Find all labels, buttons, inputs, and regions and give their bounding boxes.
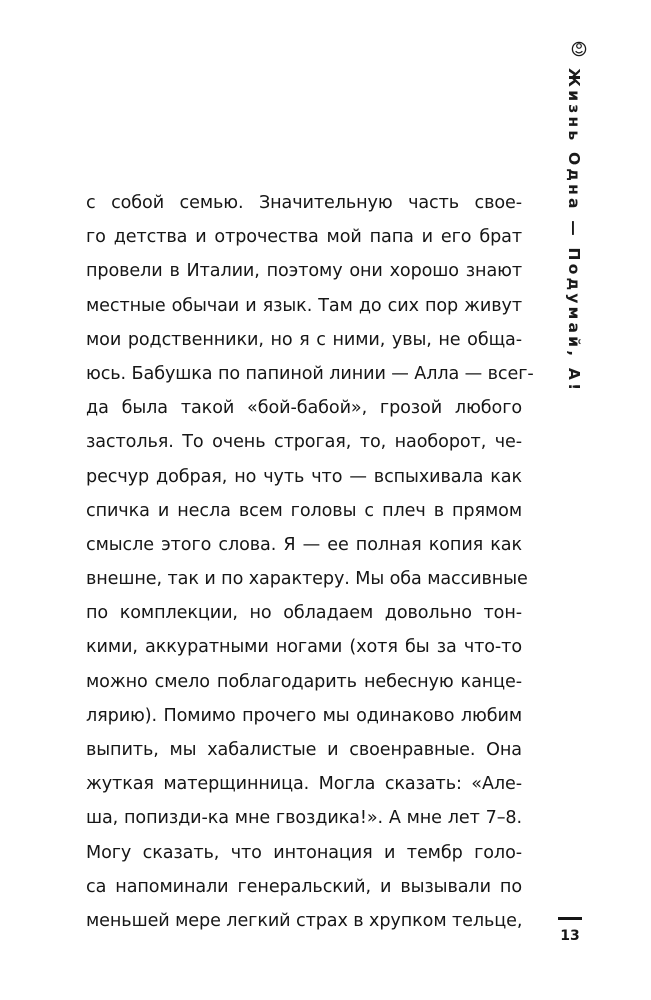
- text-line: мои родственники, но я с ними, увы, не обща-: [86, 329, 522, 350]
- text-line: выпить, мы хабалистые и своенравные. Она: [86, 740, 522, 760]
- text-line: ресчур добрая, но чуть что — вспыхивала как: [86, 466, 522, 487]
- text-line: спичка и несла всем головы с плеч в прямом: [86, 500, 522, 521]
- text-line: са напоминали генеральский, и вызывали по: [86, 876, 522, 897]
- text-line: кими, аккуратными ногами (хотя бы за что-то: [86, 637, 522, 658]
- text-line: го детства и отрочества мой папа и его брат: [86, 227, 522, 248]
- text-line: внешне, так и по характеру. Мы оба массивные: [86, 569, 528, 590]
- text-line: лярию). Помимо прочего мы одинаково любим: [86, 705, 522, 726]
- page-number-rule: [558, 917, 582, 920]
- text-line: смысле этого слова. Я — ее полная копия как: [86, 534, 522, 555]
- text-line: с собой семью. Значительную часть свое-: [86, 193, 522, 213]
- page-number: 13: [560, 928, 580, 944]
- text-line: по комплекции, но обладаем довольно тон-: [86, 603, 522, 624]
- text-line: провели в Италии, поэтому они хорошо знают: [86, 261, 522, 282]
- body-text: [86, 186, 534, 938]
- text-line: Могу сказать, что интонация и тембр голо-: [86, 842, 522, 863]
- text-line: застолья. То очень строгая, то, наоборот, че-: [86, 432, 522, 453]
- text-line: да была такой «бой-бабой», грозой любого: [86, 398, 522, 419]
- text-line: ша, попизди-ка мне гвоздика!». А мне лет 7–8.: [86, 808, 522, 829]
- running-head-title: Жизнь Одна — Подумай, А!: [565, 68, 583, 394]
- smiley-ampersand-icon: [571, 40, 587, 58]
- text-line: юсь. Бабушка по папиной линии — Алла — всег-: [86, 363, 534, 384]
- text-line: местные обычаи и язык. Там до сих пор живут: [86, 295, 522, 316]
- text-line: можно смело поблагодарить небесную канце-: [86, 671, 522, 692]
- text-line: меньшей мере легкий страх в хрупком тельце,: [86, 910, 523, 931]
- text-line: жуткая матерщинница. Могла сказать: «Але-: [86, 774, 522, 795]
- running-head: [554, 40, 594, 420]
